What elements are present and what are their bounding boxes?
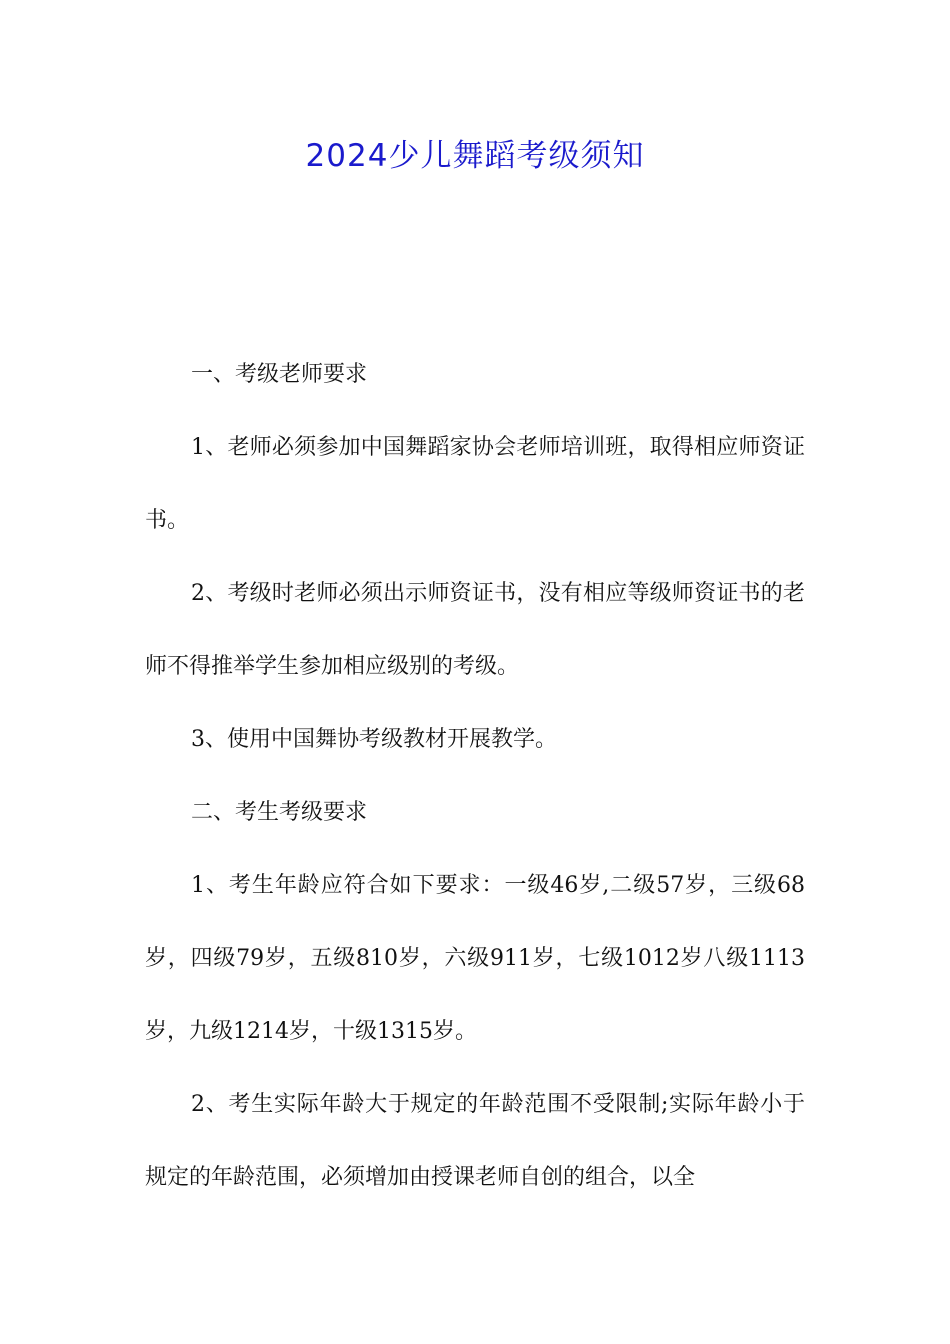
section-heading-student-requirements: 二、考生考级要求 [191,800,368,825]
paragraph-student-age: 1、考生年龄应符合如下要求：一级46岁,二级57岁，三级68岁，四级79岁，五级810岁，六级911岁，七级1012岁八级1113岁，九级1214岁，十级1315岁。 [145,873,805,1044]
document-body [145,338,805,1214]
paragraph-student-age-exception: 2、考生实际年龄大于规定的年龄范围不受限制;实际年龄小于规定的年龄范围，必须增加由授课老师自创的组合，以全 [145,1092,805,1190]
paragraph-teaching-materials: 3、使用中国舞协考级教材开展教学。 [191,727,557,752]
document-title: 2024少儿舞蹈考级须知 [305,138,645,174]
paragraph-teacher-certificate: 2、考级时老师必须出示师资证书，没有相应等级师资证书的老师不得推举学生参加相应级别的考级。 [145,581,805,679]
section-heading-teacher-requirements: 一、考级老师要求 [191,362,368,387]
paragraph-teacher-training: 1、老师必须参加中国舞蹈家协会老师培训班，取得相应师资证书。 [145,435,805,533]
